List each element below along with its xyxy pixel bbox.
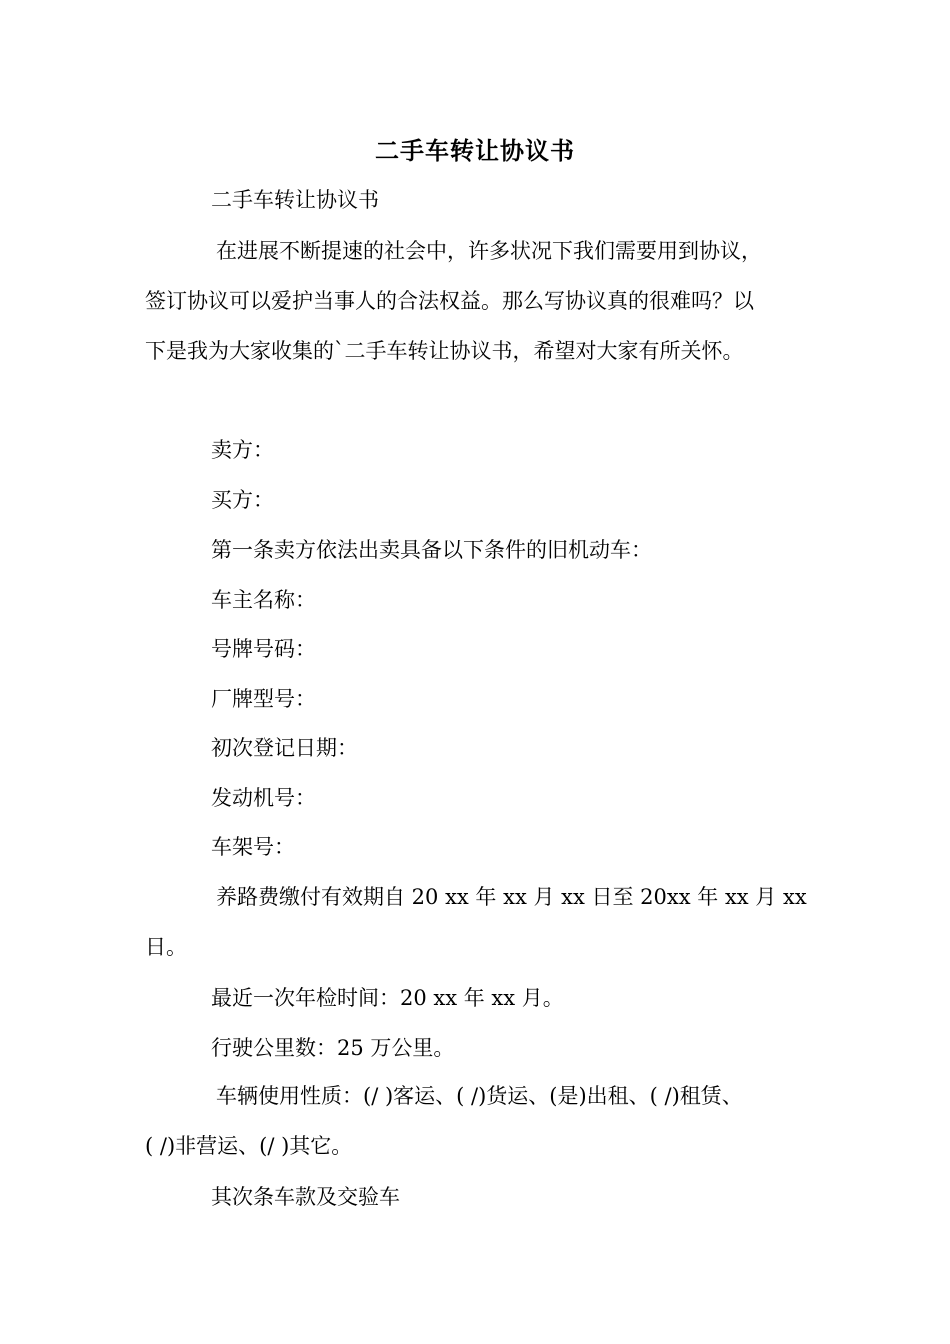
article-2-line: 其次条车款及交验车 — [211, 1185, 400, 1209]
document-title: 二手车转让协议书 — [375, 136, 575, 165]
usage-line: 车辆使用性质：(/ )客运、( /)货运、(是)出租、( /)租赁、 — [216, 1084, 743, 1108]
intro-line-1: 在进展不断提速的社会中，许多状况下我们需要用到协议， — [216, 239, 762, 263]
intro-line-3: 下是我为大家收集的`二手车转让协议书，希望对大家有所关怀。 — [145, 339, 744, 363]
inspection-line: 最近一次年检时间：20 xx 年 xx 月。 — [211, 986, 564, 1010]
article-1-line: 第一条卖方依法出卖具备以下条件的旧机动车： — [211, 538, 652, 562]
plate-number-line: 号牌号码： — [211, 637, 316, 661]
buyer-line: 买方： — [211, 488, 274, 512]
intro-line-2: 签订协议可以爱护当事人的合法权益。那么写协议真的很难吗？以 — [145, 289, 754, 313]
road-fee-line: 养路费缴付有效期自 20 xx 年 xx 月 xx 日至 20xx 年 xx 月 xx — [216, 885, 807, 909]
owner-name-line: 车主名称： — [211, 588, 316, 612]
mileage-line: 行驶公里数：25 万公里。 — [211, 1036, 455, 1060]
usage-line-end: ( /)非营运、(/ )其它。 — [145, 1134, 353, 1158]
seller-line: 卖方： — [211, 438, 274, 462]
model-line: 厂牌型号： — [211, 687, 316, 711]
registration-date-line: 初次登记日期： — [211, 736, 358, 760]
engine-number-line: 发动机号： — [211, 786, 316, 810]
road-fee-line-end: 日。 — [145, 935, 187, 959]
subtitle-line: 二手车转让协议书 — [211, 188, 379, 212]
frame-number-line: 车架号： — [211, 835, 295, 859]
